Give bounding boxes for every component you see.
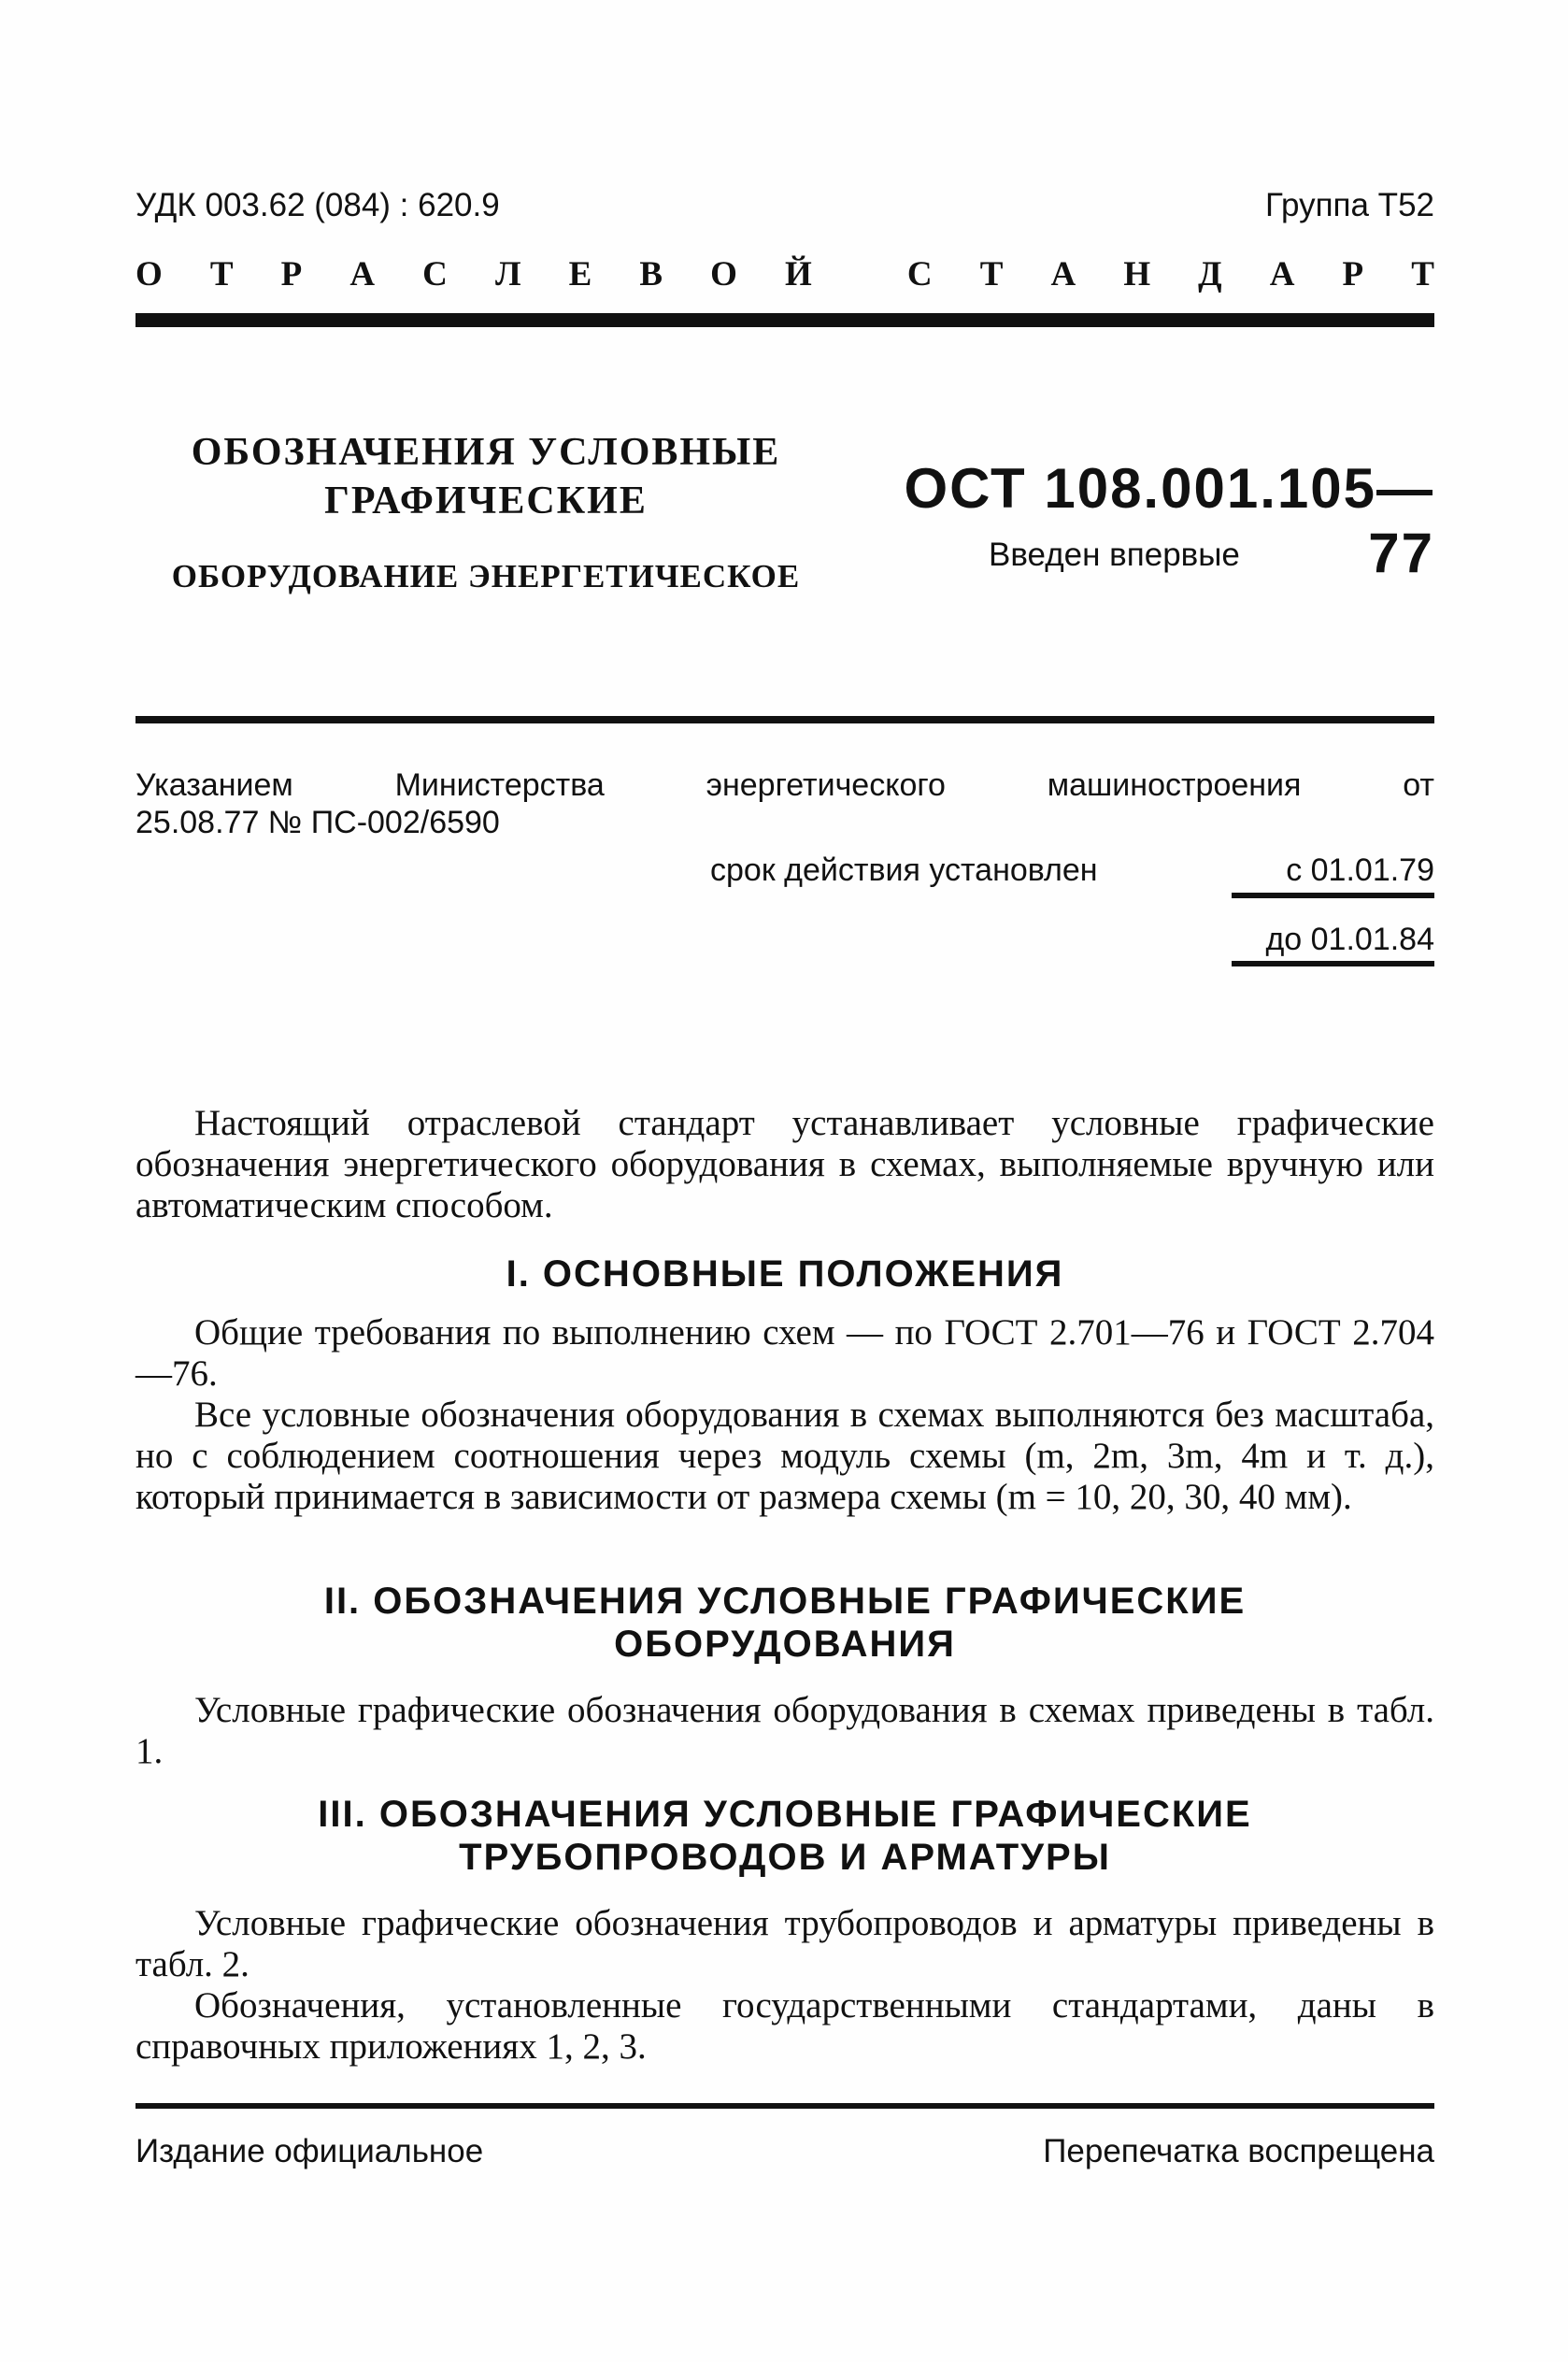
section-2-heading [135, 1580, 1434, 1666]
title-rule [135, 716, 1434, 723]
group-code: Группа Т52 [1265, 187, 1434, 223]
letter: Д [1198, 255, 1222, 293]
letter: Т [209, 255, 234, 293]
introduced-note: Введен впервые [989, 537, 1240, 573]
title-line-1: ОБОЗНАЧЕНИЯ УСЛОВНЫЕ [191, 431, 781, 474]
letter: Т [979, 255, 1004, 293]
section-1-heading: I. ОСНОВНЫЕ ПОЛОЖЕНИЯ [506, 1253, 1064, 1295]
letter: А [349, 255, 376, 293]
section-3-heading [135, 1793, 1434, 1879]
ministry-line-2: 25.08.77 № ПС-002/6590 [135, 805, 500, 840]
letter: О [710, 255, 737, 293]
section-2-text: Условные графические обозначения оборудования в схемах приведены в табл. 1. [135, 1690, 1434, 1771]
valid-to-underline [1232, 961, 1434, 966]
ministry-line-1: Указанием Министерства энергетического машиностроения от [135, 767, 1434, 803]
letter: С [422, 255, 448, 293]
section-2-heading-line-2: ОБОРУДОВАНИЯ [614, 1624, 956, 1665]
section-3-paragraph-2 [135, 1985, 1434, 2068]
section-2-paragraph [135, 1690, 1434, 1772]
valid-to-date: до 01.01.84 [1265, 922, 1434, 957]
letter: В [639, 255, 663, 293]
valid-from-date: с 01.01.79 [1286, 852, 1434, 888]
document-subtitle: ОБОРУДОВАНИЕ ЭНЕРГЕТИЧЕСКОЕ [171, 558, 801, 594]
document-title [164, 428, 808, 525]
letter: А [1269, 255, 1295, 293]
section-1-text-1: Общие требования по выполнению схем — по ГОСТ 2.701—76 и ГОСТ 2.704—76. [135, 1312, 1434, 1394]
standard-code: ОСТ 108.001.105—77 [904, 457, 1434, 584]
letter: Р [280, 255, 303, 293]
letter: Е [568, 255, 592, 293]
standard-type-heading [135, 254, 1434, 294]
section-1-paragraph-1 [135, 1312, 1434, 1395]
letter: О [135, 255, 163, 293]
letter: Л [494, 255, 521, 293]
section-3-text-2: Обозначения, установленные государственными стандартами, даны в справочных приложениях 1, 2, 3. [135, 1985, 1434, 2067]
section-3-heading-line-2: ТРУБОПРОВОДОВ И АРМАТУРЫ [459, 1837, 1111, 1878]
letter: С [906, 255, 933, 293]
letter: Р [1342, 255, 1364, 293]
intro-paragraph [135, 1103, 1434, 1226]
udk-code: УДК 003.62 (084) : 620.9 [135, 187, 500, 223]
section-3-paragraph-1 [135, 1903, 1434, 1985]
section-2-heading-line-1: II. ОБОЗНАЧЕНИЯ УСЛОВНЫЕ ГРАФИЧЕСКИЕ [323, 1581, 1247, 1622]
title-line-2: ГРАФИЧЕСКИЕ [324, 480, 648, 523]
letter: А [1050, 255, 1076, 293]
footer-reprint-note: Перепечатка воспрещена [1043, 2133, 1434, 2169]
validity-label: срок действия установлен [710, 852, 1098, 888]
section-3-heading-line-1: III. ОБОЗНАЧЕНИЯ УСЛОВНЫЕ ГРАФИЧЕСКИЕ [318, 1794, 1252, 1835]
section-1-paragraph-2 [135, 1395, 1434, 1518]
section-1-text-2: Все условные обозначения оборудования в схемах выполняются без масштаба, но с соблюдением соотношения через модуль схемы (m, 2m, 3m, 4m и т. д.), который принимается в зависимости от размера схемы (m = 10, 20, 30, 40 мм). [135, 1395, 1434, 1517]
letter: Т [1411, 255, 1434, 293]
header-thick-rule [135, 313, 1434, 327]
footer-edition-note: Издание официальное [135, 2133, 484, 2169]
letter: Й [784, 255, 812, 293]
intro-text: Настоящий отраслевой стандарт устанавливает условные графические обозначения энергетического оборудования в схемах, выполняемые вручную или автоматическим способом. [135, 1103, 1434, 1225]
valid-from-underline [1232, 893, 1434, 898]
letter: Н [1123, 255, 1151, 293]
footer-rule [135, 2103, 1434, 2109]
section-3-text-1: Условные графические обозначения трубопроводов и арматуры приведены в табл. 2. [135, 1903, 1434, 1984]
